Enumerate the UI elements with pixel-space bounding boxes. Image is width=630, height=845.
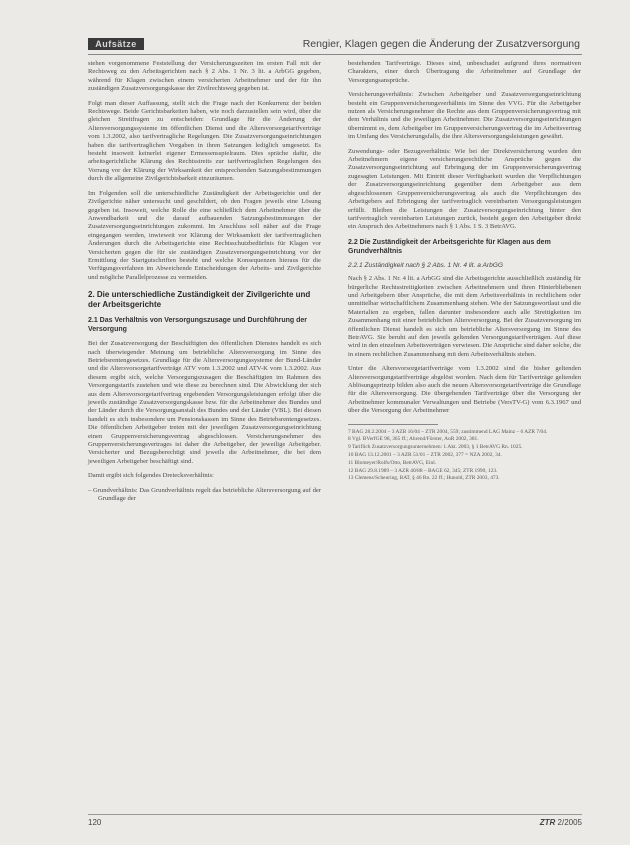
body-paragraph: Unter die Altersvorsorgetarifverträge vom 1.3.2002 sind die bisher geltenden Altersversorgungstarifverträge abgelöst worden. Nach dem für Tarifverträge geltenden Ablösungsprinzip bilden also auch die neuen Altersvorsorgetarifverträge die Grundlage für die Altersversorgung. Die übergehenden Tarifverträge über die Versorgung der Arbeitnehmer kommunaler Verwaltungen und Betriebe (VersTV-G) vom 6.3.1967 und über die Versorgung der Arbeitnehmer	[348, 365, 581, 415]
page-number: 120	[88, 818, 102, 827]
footnote: 9 Tariflich Zusatzversorgungsunternehmen: 1.Akt. 2003, § 1 BetrAVG Rn. 1025.	[348, 444, 523, 451]
footnote: 13 Clemens/Scheuring, BAT, § 46 Rn. 22 ff.; Hunold, ZTR 2003, 473.	[348, 475, 500, 482]
footnote: 8 Vgl. BVerfGE 98, 365 ff.; Ahrend/Förster, AuR 2002, 381.	[348, 436, 479, 443]
header-rule	[88, 54, 582, 55]
body-paragraph: Zuwendungs- oder Bezugsverhältnis: Wie bei der Direktversicherung wurden den Arbeitnehmern eigene versicherungsrechtliche Ansprüche gegen die Zusatzversorgungseinrichtung auf Erbringung der im Gruppenversicherungsvertrag zugesagten Leistungen. Mit Eintritt dieser Verfügbarkeit wurden die Verpflichtungen der Zusatzversorgungseinrichtung gegenüber dem Arbeitgeber aus dem abgeschlossenen Gruppenversicherungsvertrag als auch die Verpflichtungen des Arbeitgebers auf Erbringung der tarifvertraglich vereinbarten Versorgungsleistungen erfüllt. Bleiben die Leistungen der Zusatzversorgungseinrichtung hinter den tarifvertraglich vereinbarten Leistungen zurück, besteht gegen den Arbeitgeber direkt ein Anspruch des Arbeitnehmers nach § 1 Abs. 1 S. 3 BetrAVG.	[348, 147, 581, 231]
subsubsection-heading: 2.2.1 Zuständigkeit nach § 2 Abs. 1 Nr. 4 lit. a ArbGG	[348, 261, 504, 269]
footnote: 11 Blomeyer/Rolfs/Otto, BetrAVG, Einl.	[348, 459, 437, 466]
body-paragraph: Im Folgenden soll die unterschiedliche Zuständigkeit der Arbeitsgerichte und der Zivilgerichte näher untersucht und geschildert, ob den Fragen jeweils eine Lösung gegeben ist. Insoweit, welche Rolle die eine schließlich dem Arbeitnehmer über die Anwendbarkeit und die darauf aufbauenden Satzungsbestimmungen der Zusatzversorgungseinrichtungen zukommt. Im Anschluss soll näher auf die Frage eingegangen werden, inwieweit vor Klärung der Wirksamkeit der tarifvertraglichen Änderungen durch die Arbeitsgerichte eine Rechtsschutzbedürfnis für Klagen vor Versicherten gegen die für sie zuständigen Zusatzversorgungseinrichtung vor der Ermittlung der Startgutschriften besteht und welche Konsequenzen hieraus für die Verfügungsverfahren im Abweichende Entscheidungen der Arbeits- und Zivilgerichte und mögliche Parallelprozesse zu vermeiden.	[88, 189, 321, 281]
footnote-rule	[348, 424, 438, 425]
footnote: 7 BAG 28.2.2004 – 3 AZB 16/04 – ZTR 2004, 559; zustimmend LAG Mainz – 6 AZR 7/04.	[348, 428, 548, 435]
issue-number: 2/2005	[557, 818, 582, 827]
body-paragraph: stehen vorgenommene Feststellung der Versicherungszeiten im ersten Fall mit der Rechtsweg zu den Arbeitsgerichten nach § 2 Abs. 1 Nr. 3 lit. a ArbGG gegeben, während für Klagen zwischen einem versicherten Arbeitnehmer und der für ihn zuständigen Zusatzversorgungskasse der Zivilrechtsweg gegeben ist.	[88, 60, 321, 93]
body-paragraph: Versicherungsverhältnis: Zwischen Arbeitgeber und Zusatzversorgungseinrichtung besteht ein Gruppenversicherungsverhältnis im Sinne des VVG. Für die Arbeitgeber nutzen als Versicherungsnehmer die Rechte aus dem Gruppenversicherungsvertrag mit dem Verhältnis und die jeweiligen Arbeitnehmer. Die Zusatzversorgungseinrichtungen übernimmt es, dem Arbeitgeber im Gruppenversicherungsvertrag die im Arbeitsvertrag im Umfang des Versicherungsfalls, die ihre Altersversorgungsleistungen gewährt.	[348, 91, 581, 141]
right-column	[348, 60, 581, 483]
footnote: 10 BAG 13.12.2001 – 3 AZR 51/01 – ZTR 2002, 377 = NZA 2002, 34.	[348, 452, 502, 459]
journal-logo: Aufsätze	[88, 38, 144, 50]
subsection-heading: 2.1 Das Verhältnis von Versorgungszusage und Durchführung der Versorgung	[88, 317, 307, 334]
left-column	[88, 60, 321, 503]
body-paragraph: bestehenden Tarifverträge. Dieses sind, unbeschadet aufgrund ihres normativen Charakters, einer durch Übertragung die Arbeitnehmer auf Grundlage der Versorgungsansprüche.	[348, 60, 581, 84]
subsection-heading: 2.2 Die Zuständigkeit der Arbeitsgerichte für Klagen aus dem Grundverhältnis	[348, 238, 551, 255]
body-paragraph: Damit ergibt sich folgendes Dreiecksverhältnis:	[88, 472, 214, 480]
body-paragraph: Nach § 2 Abs. 1 Nr. 4 lit. a ArbGG sind die Arbeitsgerichte ausschließlich zuständig für bürgerliche Rechtsstreitigkeiten zwischen Arbeitnehmern und ihren Hinterbliebenen und Arbeitgebern über Ansprüche, die mit dem Arbeitsverhältnis in rechtlichem oder unmittelbar wirtschaftlichem Zusammenhang stehen. Wie der Satzungswortlaut und die Materialien zu ergeben, fallen darunter insbesondere auch alle Streitigkeiten im Zusammenhang mit einer betrieblichen Altersversorgung. Bei der Zusatzversorgung im öffentlichen Dienst handelt es sich um betriebliche Altersversorgung im Sinne des BetrAVG. Sie beruht auf den jeweils geltenden Versorgungstarifverträgen. Auf diese wird in den einzelnen Arbeitsverträgen verwiesen. Die Ansprüche sind daher solche, die in einem rechtlichen Zusammenhang mit dem Arbeitsverhältnis stehen.	[348, 275, 581, 358]
body-paragraph: Bei der Zusatzversorgung der Beschäftigten des öffentlichen Dienstes handelt es sich nach überwiegender Meinung um betriebliche Altersversorgung im Sinne des Betriebsrentengesetzes. Grundlage für die Altersversorgungssysteme der Bund-Länder und die Altersvorsorgetarifverträge ATV vom 1.3.2002 und ATV-K vom 1.3.2002. Aus diesem ergibt sich, welche Versorgungszusagen die Beschäftigten im Rahmen des Versorgungstarifs zustehen und wie diese zu berechnen sind. Die Abwicklung der sich aus dem Altersvorsorgetarifvertrag ergebenden Versorgungsleistungen erfolgt über die jeweils zuständige Zusatzversorgungskasse bzw. für die Arbeitnehmer des Bundes und der Länder durch die Versorgungsanstalt des Bundes und der Länder (VBL). Bei diesen handelt es sich insbesondere um Pensionskassen im Sinne des Betriebsrentengesetzes. Die öffentlichen Arbeitgeber treten mit der jeweiligen Zusatzversorgungseinrichtung einen Gruppenversicherungsvertrag abgeschlossen. Versicherungsnehmer des Gruppenversicherungsvertrages ist daher die Arbeitgeber, der jeweilige Arbeitgeber. Versicherter und Bezugsberechtigt sind jeweils die Arbeitnehmer, die bei dem jeweiligen Arbeitgeber beschäftigt sind.	[88, 340, 321, 465]
journal-abbrev: ZTR	[539, 818, 556, 827]
footnote: 12 BAG 29.8.1989 – 3 AZR 40/88 – BAGE 62, 345; ZTR 1990, 123.	[348, 467, 498, 474]
journal-issue	[520, 818, 582, 827]
bullet-item: – Grundverhältnis: Das Grundverhältnis regelt das betriebliche Altersversorgung auf der Grundlage der	[88, 486, 321, 503]
body-paragraph: Folgt man dieser Auffassung, stellt sich die Frage nach der Konkurrenz der beiden Rechtswege. Beide Gerichtsbarkeiten haben, wie noch darzustellen sein wird, über die gleichen Streitfragen zu entscheiden: Grundlage für die Änderung der Altersversorgungssysteme im öffentlichen Dienst und die Altersvorsorgetarifverträge vom 1.3.2002, also tarifvertragliche Regelungen. Die Zusatzversorgungseinrichtungen haben die tarifvertraglichen Vorgaben in ihren Satzungen lediglich umgesetzt. Es besteht insoweit keinerlei eigener Ermessensspielraum. Dies spräche dafür, die arbeitsgerichtliche Klärung des Rechtsstreits zur tarifvertraglichen Regelungen des Vorrang vor der Klärung der Wirksamkeit der entsprechenden Satzungsbestimmungen durch die allgemeine Zivilgerichtsbarkeit einzuräumen.	[88, 99, 321, 183]
running-head: Rengier, Klagen gegen die Änderung der Zusatzversorgung	[302, 38, 580, 50]
footer-rule	[88, 814, 582, 815]
section-heading: 2. Die unterschiedliche Zuständigkeit der Zivilgerichte und der Arbeitsgerichte	[88, 290, 311, 310]
